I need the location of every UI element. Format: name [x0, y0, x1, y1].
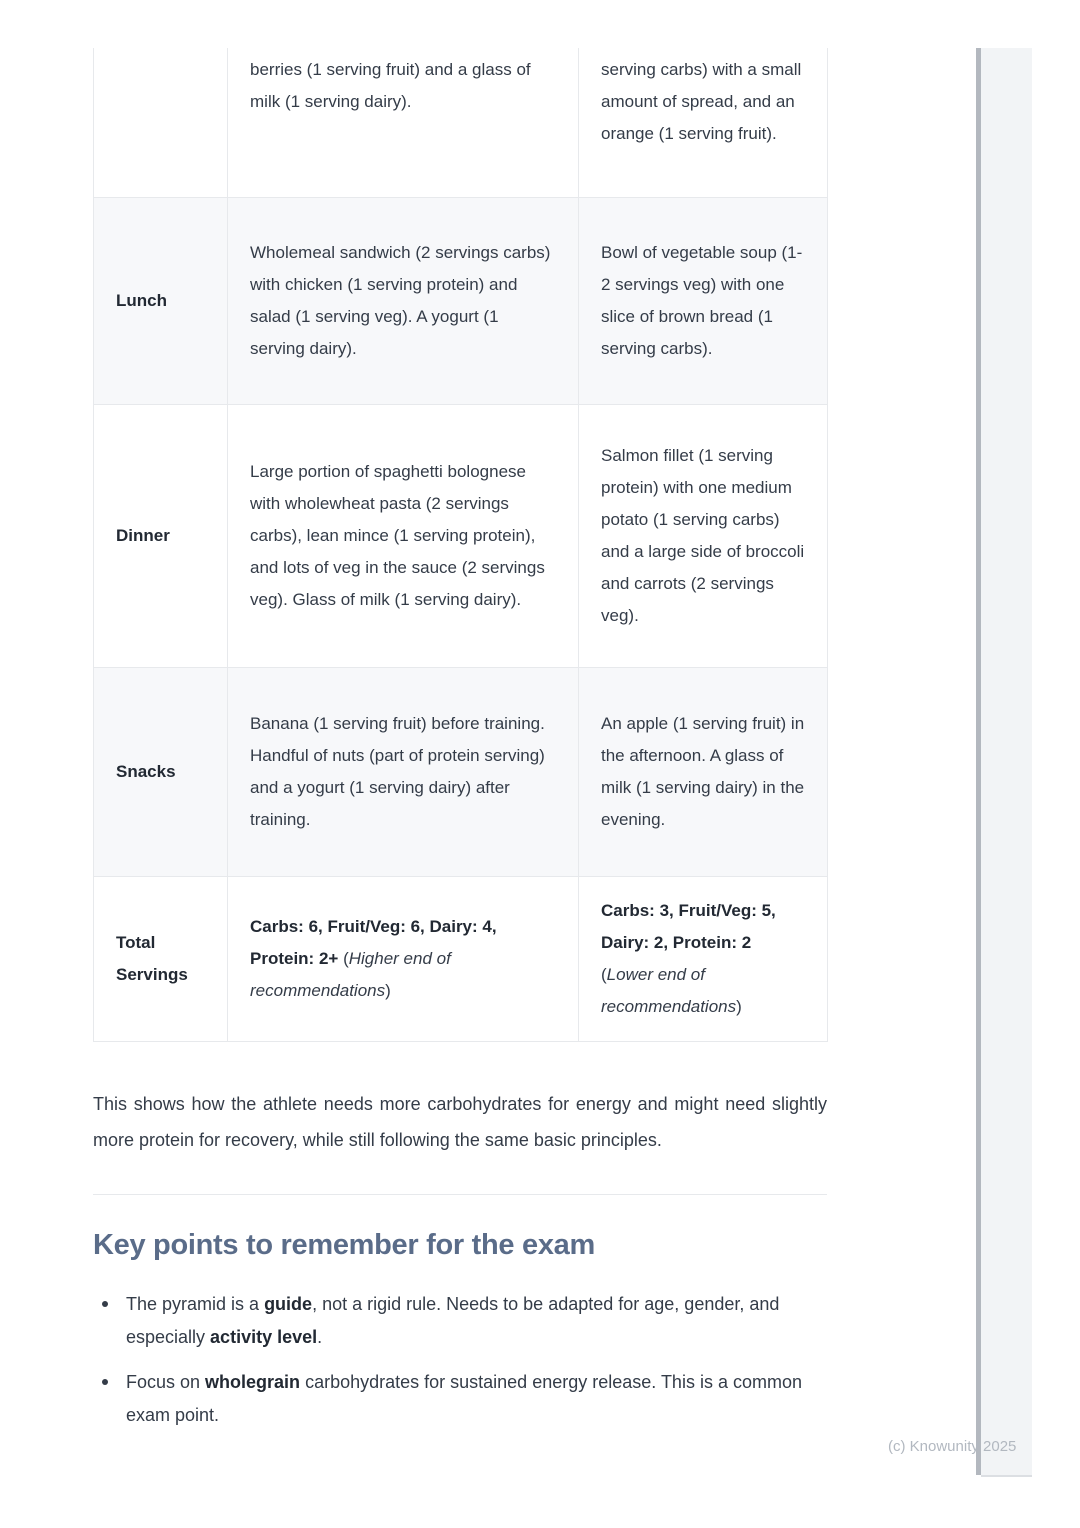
list-item-text: The pyramid is a guide, not a rigid rule. Needs to be adapted for age, gender, and especially activity level.: [126, 1293, 780, 1347]
meal-label-cell: Dinner: [94, 404, 228, 667]
page-content: [93, 48, 827, 1444]
list-item: [93, 1288, 827, 1354]
section-heading: Key points to remember for the exam: [93, 1228, 595, 1261]
athlete-plan-cell: Banana (1 serving fruit) before training. Handful of nuts (part of protein serving) and a yogurt (1 serving dairy) after training.: [228, 667, 579, 876]
athlete-plan-cell: Large portion of spaghetti bolognese with wholewheat pasta (2 servings carbs), lean mince (1 serving protein), and lots of veg in the sauce (2 servings veg). Glass of milk (1 serving dairy).: [228, 404, 579, 667]
general-plan-cell: Bowl of vegetable soup (1-2 servings veg) with one slice of brown bread (1 serving carbs).: [579, 197, 828, 404]
meal-label-cell: [94, 48, 228, 197]
table-row-total-servings: [94, 876, 828, 1041]
summary-paragraph: This shows how the athlete needs more carbohydrates for energy and might need slightly more protein for recovery, while still following the same basic principles.: [93, 1093, 827, 1150]
list-item: [93, 1366, 827, 1432]
bullet-icon: [102, 1379, 108, 1385]
table-row-lunch: [94, 197, 828, 404]
copyright-watermark: (c) Knowunity 2025: [888, 1438, 1017, 1455]
meal-label-cell: Total Servings: [94, 876, 228, 1041]
general-plan-cell: Carbs: 3, Fruit/Veg: 5, Dairy: 2, Protein: 2 (Lower end of recommendations): [579, 876, 828, 1041]
list-item-text: Focus on wholegrain carbohydrates for sustained energy release. This is a common exam point.: [126, 1371, 802, 1425]
athlete-plan-cell: Wholemeal sandwich (2 servings carbs) with chicken (1 serving protein) and salad (1 serving veg). A yogurt (1 serving dairy).: [228, 197, 579, 404]
table-row-breakfast-continued: [94, 48, 828, 197]
bullet-icon: [102, 1301, 108, 1307]
general-plan-cell: Salmon fillet (1 serving protein) with one medium potato (1 serving carbs) and a large side of broccoli and carrots (2 servings veg).: [579, 404, 828, 667]
table-row-snacks: [94, 667, 828, 876]
meal-plan-table: [93, 48, 828, 1042]
general-plan-cell: An apple (1 serving fruit) in the afternoon. A glass of milk (1 serving dairy) in the evening.: [579, 667, 828, 876]
section-divider: [93, 1194, 827, 1195]
meal-label-cell: Snacks: [94, 667, 228, 876]
general-plan-cell: serving carbs) with a small amount of spread, and an orange (1 serving fruit).: [579, 48, 828, 197]
table-row-dinner: [94, 404, 828, 667]
athlete-plan-cell: Carbs: 6, Fruit/Veg: 6, Dairy: 4, Protein: 2+ (Higher end of recommendations): [228, 876, 579, 1041]
key-points-list: [93, 1288, 827, 1432]
athlete-plan-cell: berries (1 serving fruit) and a glass of milk (1 serving dairy).: [228, 48, 579, 197]
scrollbar-thumb[interactable]: [976, 48, 981, 1475]
meal-label-cell: Lunch: [94, 197, 228, 404]
scrollbar-track[interactable]: [981, 48, 1032, 1477]
